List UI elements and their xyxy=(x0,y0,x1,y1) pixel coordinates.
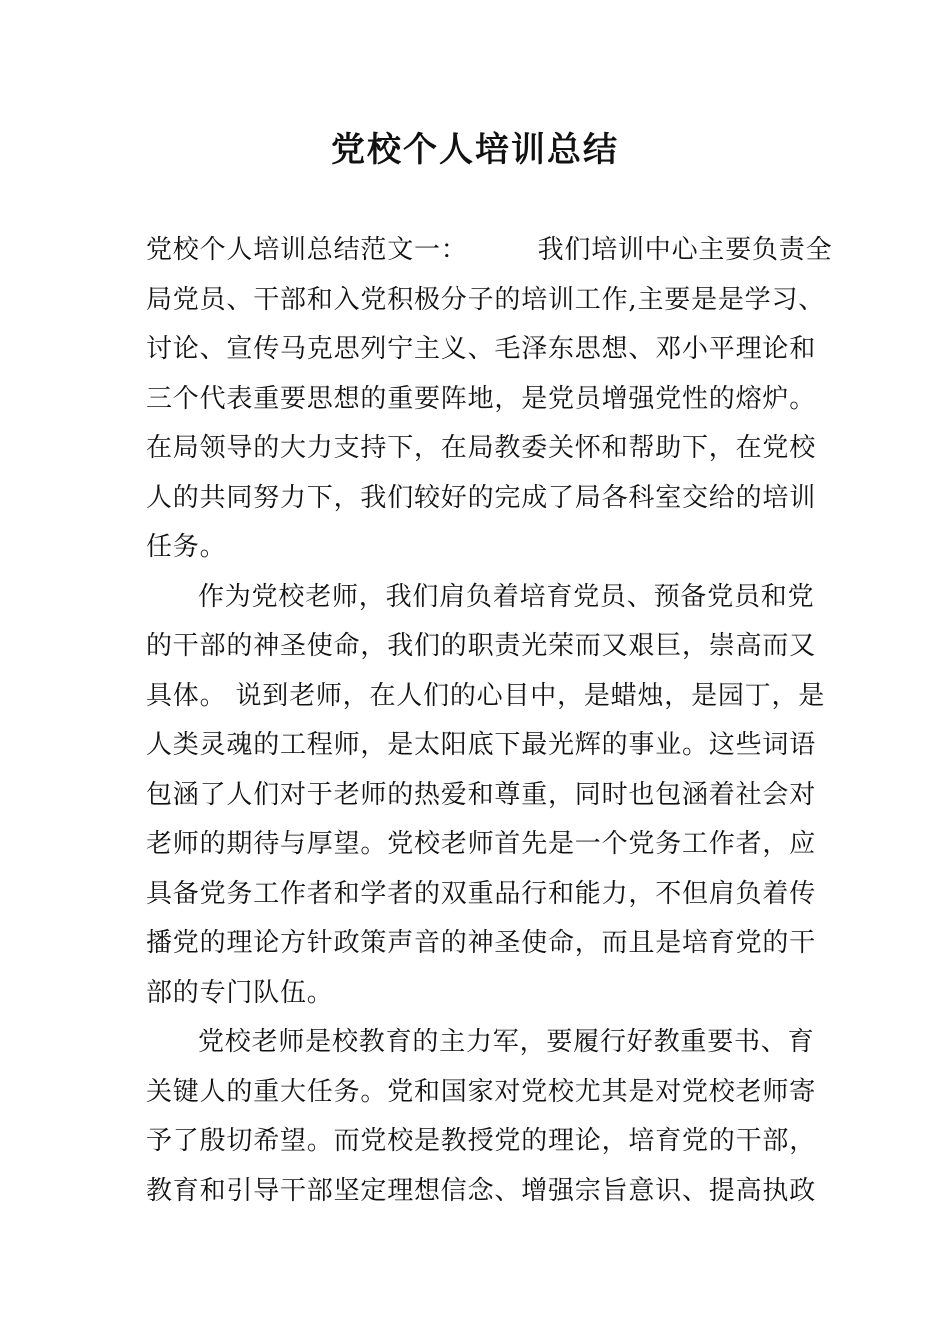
paragraph-line: 作为党校老师，我们肩负着培育党员、预备党员和党 xyxy=(198,581,815,612)
line-text: 我们培训中心主要负责全 xyxy=(537,235,833,265)
paragraph-line: 在局领导的大力支持下，在局教委关怀和帮助下，在党校 xyxy=(146,433,817,463)
paragraph-line: 人类灵魂的工程师，是太阳底下最光辉的事业。这些词语 xyxy=(146,730,817,760)
document-body xyxy=(146,226,833,1216)
paragraph-line xyxy=(146,226,833,276)
document-title: 党校个人培训总结 xyxy=(331,130,619,170)
paragraph-2 xyxy=(146,573,826,1019)
paragraph-line: 人的共同努力下，我们较好的完成了局各科室交给的培训 xyxy=(146,482,817,513)
paragraph-line: 具体。 说到老师，在人们的心目中，是蜡烛，是园丁，是 xyxy=(146,680,826,711)
paragraph-line: 部的专门队伍。 xyxy=(146,977,334,1008)
paragraph-line: 具备党务工作者和学者的双重品行和能力，不但肩负着传 xyxy=(146,878,817,909)
paragraph-line: 老师的期待与厚望。党校老师首先是一个党务工作者，应 xyxy=(146,829,817,859)
paragraph-line: 局党员、干部和入党积极分子的培训工作,主要是是学习、 xyxy=(146,284,826,315)
paragraph-line: 关键人的重大任务。党和国家对党校尤其是对党校老师寄 xyxy=(146,1076,817,1107)
paragraph-line: 播党的理论方针政策声音的神圣使命，而且是培育党的干 xyxy=(146,928,817,958)
paragraph-line: 党校老师是校教育的主力军，要履行好教重要书、育 xyxy=(198,1027,815,1057)
paragraph-line: 包涵了人们对于老师的热爱和尊重，同时也包涵着社会对 xyxy=(146,779,817,810)
paragraph-line: 讨论、宣传马克思列宁主义、毛泽东思想、邓小平理论和 xyxy=(146,334,817,364)
paragraph-line: 任务。 xyxy=(146,532,227,562)
paragraph-line: 的干部的神圣使命，我们的职责光荣而又艰巨，崇高而又 xyxy=(146,631,817,661)
paragraph-line: 教育和引导干部坚定理想信念、增强宗旨意识、提高执政 xyxy=(146,1175,817,1206)
section-heading: 党校个人培训总结范文一： xyxy=(146,235,468,265)
paragraph-line: 三个代表重要思想的重要阵地，是党员增强党性的熔炉。 xyxy=(146,383,817,414)
paragraph-line: 予了殷切希望。而党校是教授党的理论，培育党的干部， xyxy=(146,1126,817,1156)
paragraph-3 xyxy=(146,1018,817,1216)
paragraph-1 xyxy=(146,226,833,573)
